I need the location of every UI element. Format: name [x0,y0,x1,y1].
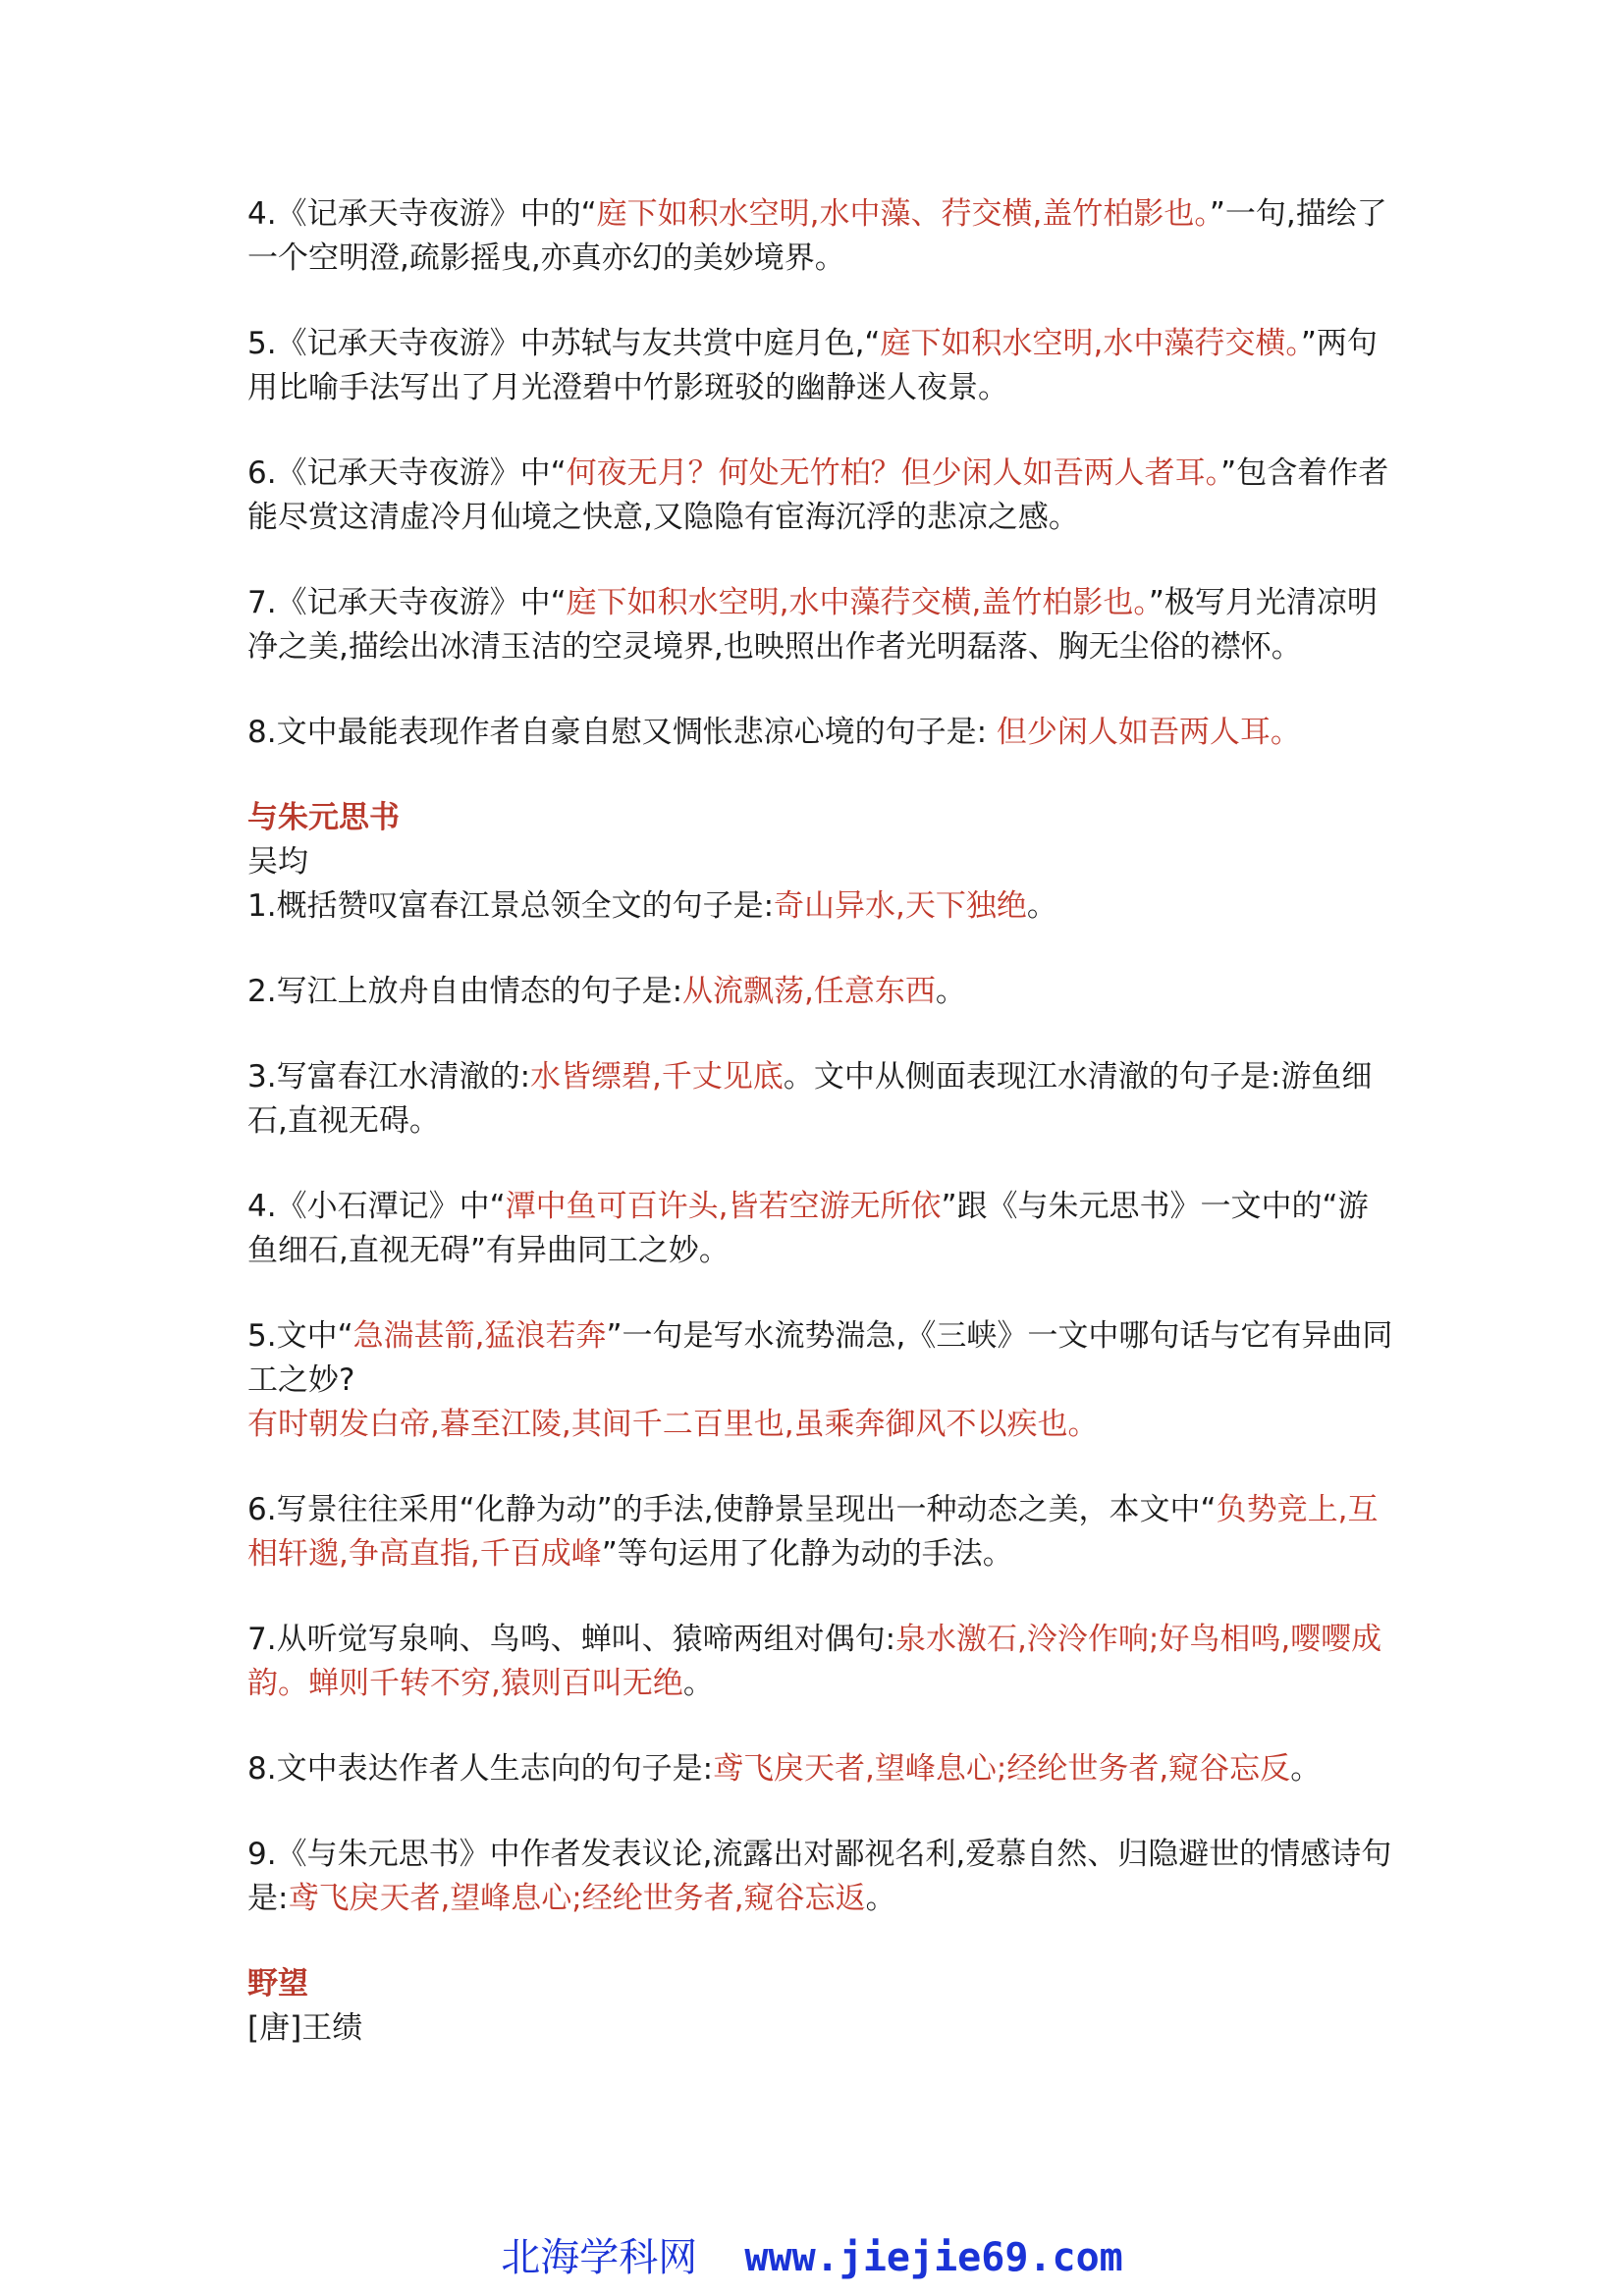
answer-text: 水皆缥碧,千丈见底 [530,1059,784,1095]
answer-text: 奇山异水,天下独绝 [774,888,1027,924]
document-page [247,192,1396,2051]
answer-text: 从流飘荡,任意东西 [682,974,936,1009]
answer-text: 潭中鱼可百许头,皆若空游无所依 [505,1189,942,1224]
question-item: 5.文中“急湍甚箭,猛浪若奔”一句是写水流势湍急,《三峡》一文中哪句话与它有异曲同工之妙? 有时朝发白帝,暮至江陵,其间千二百里也,虽乘奔御风不以疾也。 [247,1314,1396,1447]
answer-text: 庭下如积水空明,水中藻、荇交横,盖竹柏影也。 [596,196,1210,232]
question-item: 6.《记承天寺夜游》中“何夜无月？何处无竹柏？但少闲人如吾两人者耳。”包含着作者能尽赏这清虚冷月仙境之快意,又隐隐有宦海沉浮的悲凉之感。 [247,455,1389,535]
answer-text: 庭下如积水空明,水中藻荇交横。 [880,326,1301,361]
section-author: [唐]王绩 [247,2010,363,2046]
answer-text: 有时朝发白帝,暮至江陵,其间千二百里也,虽乘奔御风不以疾也。 [247,1407,1099,1442]
footer-site-name: 北海学科网 [501,2235,698,2280]
answer-text: 何夜无月？何处无竹柏？但少闲人如吾两人者耳。 [566,455,1221,491]
section-title: 野望 [247,1966,308,2002]
answer-text: 庭下如积水空明,水中藻荇交横,盖竹柏影也。 [566,585,1149,620]
footer-watermark [0,2226,1624,2282]
answer-text: 急湍甚箭,猛浪若奔 [352,1318,607,1354]
question-item: 9.《与朱元思书》中作者发表议论,流露出对鄙视名利,爱慕自然、归隐避世的情感诗句是:鸢飞戾天者,望峰息心;经纶世务者,窥谷忘返。 [247,1837,1392,1916]
question-item: 4.《记承天寺夜游》中的“庭下如积水空明,水中藻、荇交横,盖竹柏影也。”一句,描绘了一个空明澄,疏影摇曳,亦真亦幻的美妙境界。 [247,196,1387,276]
question-item: 3.写富春江水清澈的:水皆缥碧,千丈见底。文中从侧面表现江水清澈的句子是:游鱼细石,直视无碍。 [247,1059,1373,1139]
answer-text: 负势竞上,互相轩邈,争高直指,千百成峰 [247,1492,1379,1572]
answer-text: 但少闲人如吾两人耳。 [996,715,1301,750]
section-author: 吴均 [247,844,308,880]
answer-text: 鸢飞戾天者,望峰息心;经纶世务者,窥谷忘反 [713,1751,1291,1787]
footer-url[interactable]: www.jiejie69.com [744,2235,1123,2280]
question-item: 6.写景往往采用“化静为动”的手法,使静景呈现出一种动态之美，本文中“负势竞上,互相轩邈,争高直指,千百成峰”等句运用了化静为动的手法。 [247,1492,1379,1572]
question-item: 4.《小石潭记》中“潭中鱼可百许头,皆若空游无所依”跟《与朱元思书》一文中的“游鱼细石,直视无碍”有异曲同工之妙。 [247,1189,1369,1268]
question-item: 8.文中最能表现作者自豪自慰又惆怅悲凉心境的句子是: 但少闲人如吾两人耳。 [247,715,1301,750]
answer-text: 鸢飞戾天者,望峰息心;经纶世务者,窥谷忘返 [288,1881,866,1916]
question-item: 2.写江上放舟自由情态的句子是:从流飘荡,任意东西。 [247,974,966,1009]
question-item: 8.文中表达作者人生志向的句子是:鸢飞戾天者,望峰息心;经纶世务者,窥谷忘反。 [247,1751,1322,1787]
section-title: 与朱元思书 [247,800,400,835]
question-item: 7.《记承天寺夜游》中“庭下如积水空明,水中藻荇交横,盖竹柏影也。”极写月光清凉明净之美,描绘出冰清玉洁的空灵境界,也映照出作者光明磊落、胸无尘俗的襟怀。 [247,585,1378,665]
answer-text: 泉水激石,泠泠作响;好鸟相鸣,嘤嘤成韵。蝉则千转不穷,猿则百叫无绝 [247,1622,1382,1701]
question-item: 1.概括赞叹富春江景总领全文的句子是:奇山异水,天下独绝。 [247,888,1057,924]
question-item: 7.从听觉写泉响、鸟鸣、蝉叫、猿啼两组对偶句:泉水激石,泠泠作响;好鸟相鸣,嘤嘤成韵。蝉则千转不穷,猿则百叫无绝。 [247,1622,1382,1701]
question-item: 5.《记承天寺夜游》中苏轼与友共赏中庭月色,“庭下如积水空明,水中藻荇交横。”两句用比喻手法写出了月光澄碧中竹影斑驳的幽静迷人夜景。 [247,326,1378,405]
